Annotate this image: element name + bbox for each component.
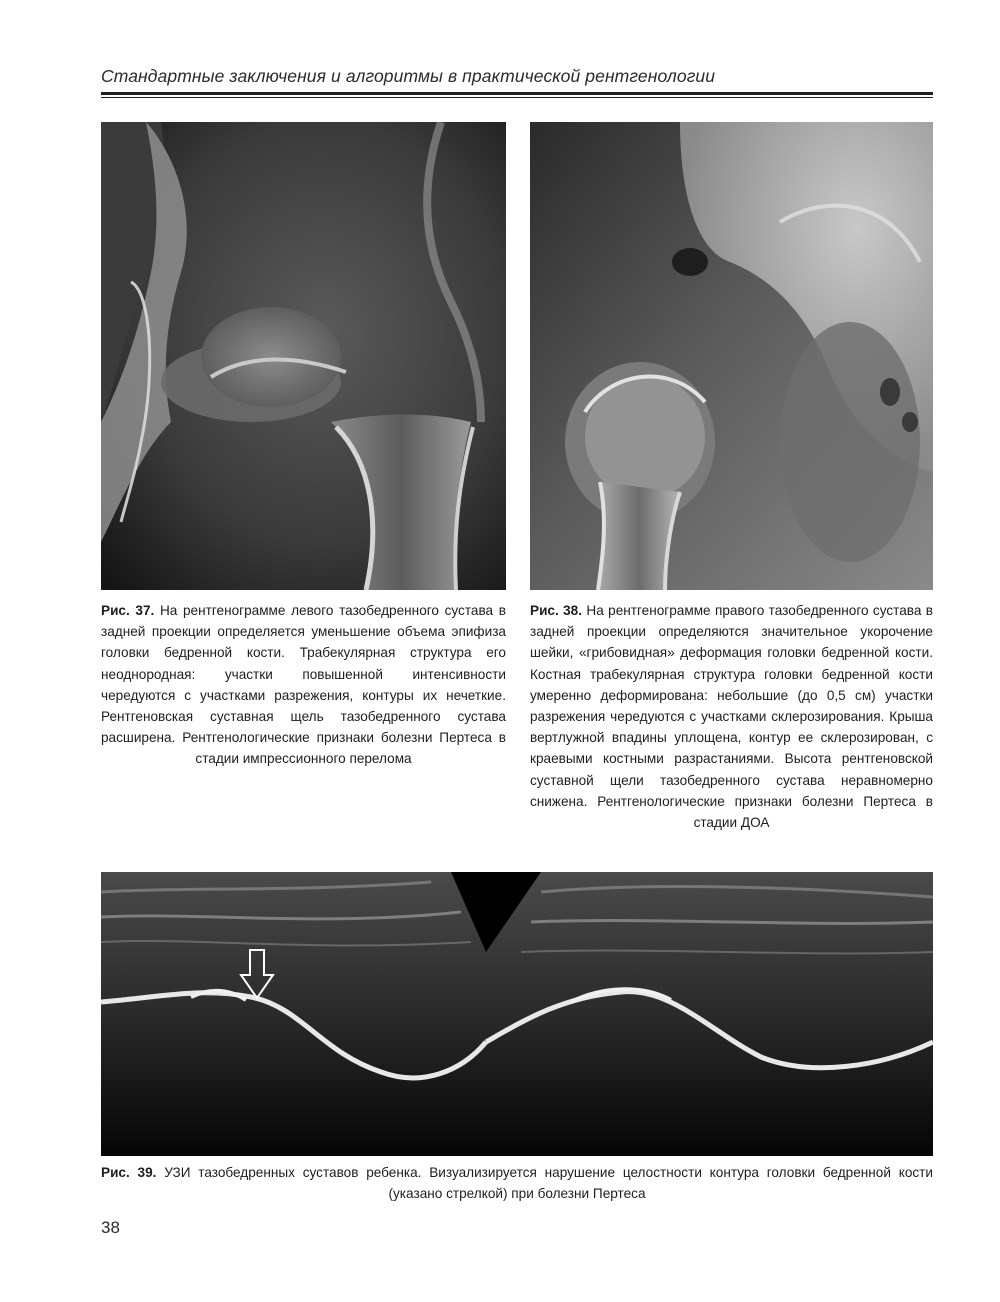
- figure-39-caption: [101, 1162, 933, 1204]
- figure-38-caption: [530, 600, 933, 833]
- figure-37-caption: [101, 600, 506, 770]
- figure-39-label: Рис. 39.: [101, 1165, 157, 1180]
- figure-38-xray-image: [530, 122, 933, 590]
- figure-37-xray-image: [101, 122, 506, 590]
- figure-38-label: Рис. 38.: [530, 603, 583, 618]
- figure-37-caption-text: На рентгенограмме левого тазобедренного сустава в задней проекции определяется уменьшение объема эпифиза головки бедренной кости. Трабекулярная структура его неоднородная: участки повышенной интенсивности чередуются с участками разрежения, контуры их нечеткие. Рентгеновская суставная щель тазобедренного сустава расширена. Рентгенологические признаки болезни Пертеса в стадии импрессионного перелома: [101, 603, 506, 767]
- figure-39-caption-text: УЗИ тазобедренных суставов ребенка. Визуализируется нарушение целостности контура головки бедренной кости (указано стрелкой) при болезни Пертеса: [164, 1165, 934, 1202]
- header-rule-thin: [101, 97, 933, 98]
- page-number: 38: [101, 1218, 120, 1237]
- figure-39-ultrasound-image: [101, 872, 933, 1156]
- figure-38-caption-text: На рентгенограмме правого тазобедренного сустава в задней проекции определяются значительное укорочение шейки, «грибовидная» деформация головки бедренной кости. Костная трабекулярная структура головки бедренной кости умеренно деформирована: небольшие (до 0,5 см) участки разрежения чередуются с участками склерозирования. Крыша вертлужной впадины уплощена, контур ее склерозирован, с краевыми костными разрастаниями. Высота рентгеновской суставной щели тазобедренного сустава неравномерно снижена. Рентгенологические признаки болезни Пертеса в стадии ДОА: [530, 603, 933, 831]
- header-rule-thick: [101, 92, 933, 95]
- running-header: Стандартные заключения и алгоритмы в практической рентгенологии: [101, 66, 716, 86]
- figure-37-label: Рис. 37.: [101, 603, 155, 618]
